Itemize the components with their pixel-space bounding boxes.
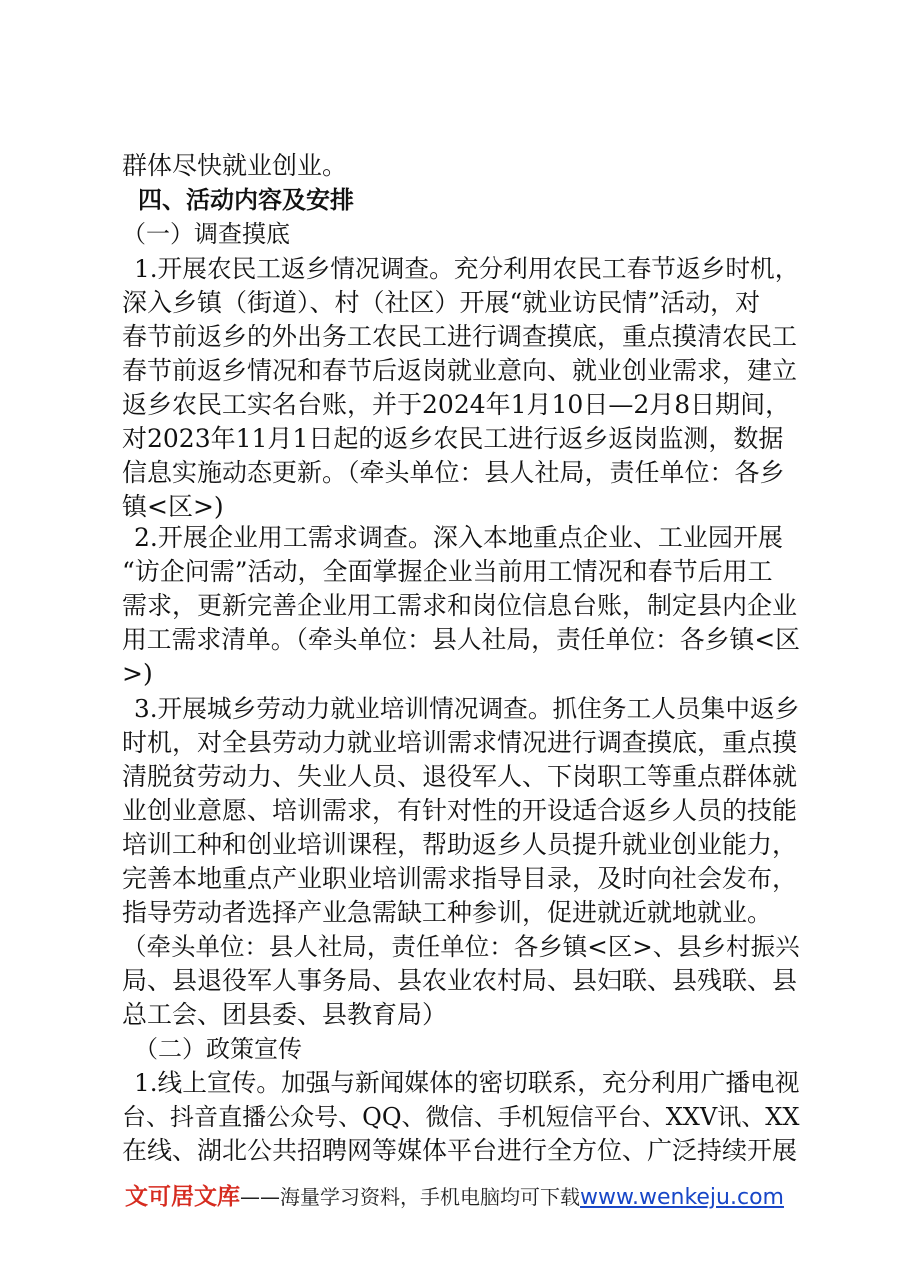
paragraph-line: 在线、湖北公共招聘网等媒体平台进行全方位、广泛持续开展 (122, 1136, 798, 1165)
subsection-heading: （一）调查摸底 (122, 220, 290, 248)
paragraph-line: 春节前返乡情况和春节后返岗就业意向、就业创业需求，建立 (122, 356, 798, 385)
paragraph-line: 清脱贫劳动力、失业人员、退役军人、下岗职工等重点群体就 (122, 762, 798, 791)
paragraph-line: 3.开展城乡劳动力就业培训情况调查。抓住务工人员集中返乡 (134, 694, 800, 723)
footer-brand: 文可居文库 (125, 1184, 241, 1210)
paragraph-line: 局、县退役军人事务局、县农业农村局、县妇联、县残联、县 (122, 966, 798, 995)
paragraph-line: 总工会、团县委、县教育局） (122, 1000, 448, 1029)
paragraph-line: 信息实施动态更新。（牵头单位：县人社局，责任单位：各乡 (122, 458, 785, 487)
paragraph-line: 指导劳动者选择产业急需缺工种参训，促进就近就地就业。 (122, 898, 773, 927)
paragraph-line: 1.线上宣传。加强与新闻媒体的密切联系，充分利用广播电视 (134, 1068, 800, 1097)
paragraph-line: 用工需求清单。（牵头单位：县人社局，责任单位：各乡镇<区 (122, 625, 800, 654)
paragraph-line: 对2023年11月1日起的返乡农民工进行返乡返岗监测，数据 (122, 424, 784, 453)
footer-url-link[interactable]: www.wenkeju.com (580, 1185, 784, 1210)
paragraph-line: 培训工种和创业培训课程，帮助返乡人员提升就业创业能力， (122, 830, 798, 859)
footer-tagline: ——海量学习资料，手机电脑均可下载 (240, 1185, 581, 1209)
paragraph-line: 深入乡镇（街道）、村（社区）开展“就业访民情”活动，对 (122, 288, 761, 317)
footer-banner (0, 1182, 909, 1212)
section-heading: 四、活动内容及安排 (138, 186, 354, 214)
paragraph-line: 业创业意愿、培训需求，有针对性的开设适合返乡人员的技能 (122, 796, 798, 825)
paragraph-line: （牵头单位：县人社局，责任单位：各乡镇<区>、县乡村振兴 (122, 932, 800, 961)
paragraph-line: 时机，对全县劳动力就业培训需求情况进行调查摸底，重点摸 (122, 728, 798, 757)
paragraph-line: 镇<区>) (122, 492, 224, 521)
paragraph-line: 需求，更新完善企业用工需求和岗位信息台账，制定县内企业 (122, 591, 798, 620)
paragraph-line: 2.开展企业用工需求调查。深入本地重点企业、工业园开展 (134, 523, 783, 552)
paragraph-line: 群体尽快就业创业。 (122, 151, 348, 180)
subsection-heading: （二）政策宣传 (134, 1035, 302, 1063)
paragraph-line: 完善本地重点产业职业培训需求指导目录，及时向社会发布， (122, 864, 798, 893)
paragraph-line: 春节前返乡的外出务工农民工进行调查摸底，重点摸清农民工 (122, 322, 798, 351)
paragraph-line: 返乡农民工实名台账，并于2024年1月10日—2月8日期间， (122, 390, 791, 419)
paragraph-line: “访企问需”活动，全面掌握企业当前用工情况和春节后用工 (122, 557, 773, 586)
paragraph-line: 1.开展农民工返乡情况调查。充分利用农民工春节返乡时机， (134, 254, 800, 283)
paragraph-line: >) (122, 659, 153, 688)
paragraph-line: 台、抖音直播公众号、QQ、微信、手机短信平台、XXV讯、XX (122, 1103, 800, 1131)
